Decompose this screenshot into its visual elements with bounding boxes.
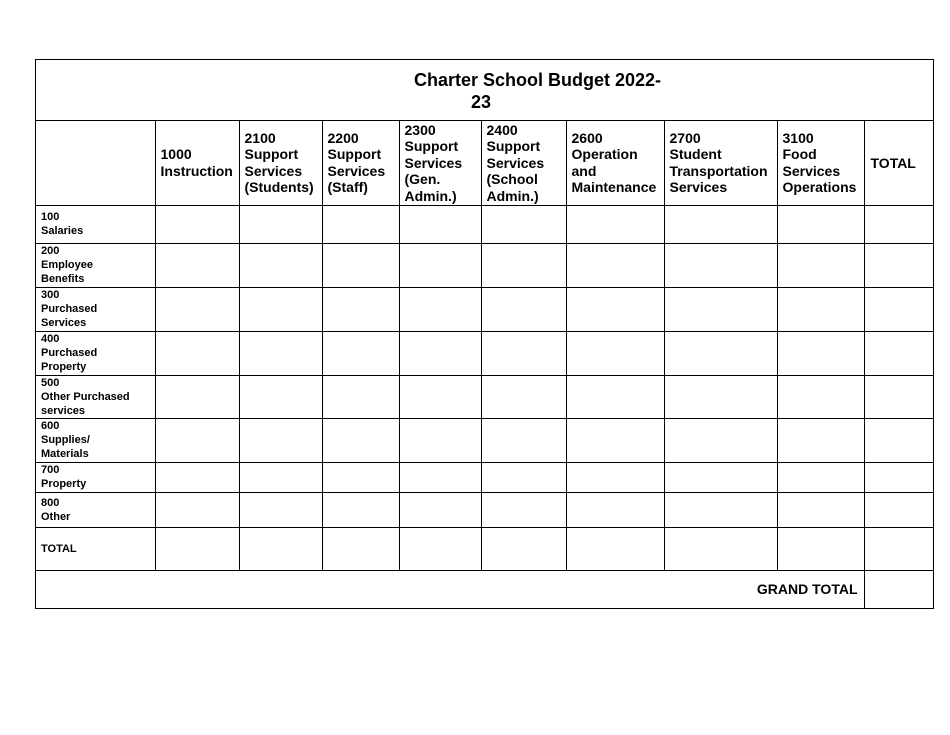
grand-total-row bbox=[36, 570, 933, 608]
budget-cell[interactable] bbox=[566, 287, 664, 331]
budget-cell[interactable] bbox=[239, 418, 322, 462]
row-header-100: 100 Salaries bbox=[36, 205, 155, 243]
page-title bbox=[414, 69, 714, 113]
budget-cell[interactable] bbox=[322, 375, 399, 418]
row-header-500: 500 Other Purchased services bbox=[36, 375, 155, 418]
title-line-2: 23 bbox=[471, 92, 492, 112]
budget-cell[interactable] bbox=[777, 243, 864, 287]
budget-cell[interactable] bbox=[864, 492, 933, 527]
budget-cell[interactable] bbox=[566, 375, 664, 418]
budget-cell[interactable] bbox=[777, 331, 864, 375]
budget-cell[interactable] bbox=[155, 375, 239, 418]
budget-cell[interactable] bbox=[664, 331, 777, 375]
table-row bbox=[36, 287, 933, 331]
budget-cell[interactable] bbox=[481, 287, 566, 331]
budget-cell[interactable] bbox=[664, 287, 777, 331]
budget-cell[interactable] bbox=[777, 462, 864, 492]
budget-cell[interactable] bbox=[155, 205, 239, 243]
budget-cell[interactable] bbox=[322, 243, 399, 287]
budget-cell[interactable] bbox=[239, 243, 322, 287]
budget-cell[interactable] bbox=[399, 462, 481, 492]
col-header-3100: 3100 Food Services Operations bbox=[777, 121, 864, 205]
budget-cell[interactable] bbox=[239, 492, 322, 527]
budget-sheet bbox=[35, 59, 934, 609]
title-row bbox=[36, 60, 933, 121]
budget-cell[interactable] bbox=[566, 492, 664, 527]
corner-cell bbox=[36, 121, 155, 205]
budget-cell[interactable] bbox=[566, 418, 664, 462]
table-row bbox=[36, 462, 933, 492]
budget-cell[interactable] bbox=[777, 418, 864, 462]
col-header-2200: 2200 Support Services (Staff) bbox=[322, 121, 399, 205]
budget-cell[interactable] bbox=[322, 418, 399, 462]
budget-cell[interactable] bbox=[481, 375, 566, 418]
budget-cell[interactable] bbox=[239, 462, 322, 492]
row-header-total: TOTAL bbox=[36, 527, 155, 570]
row-header-700: 700 Property bbox=[36, 462, 155, 492]
budget-cell[interactable] bbox=[566, 331, 664, 375]
budget-cell[interactable] bbox=[399, 243, 481, 287]
row-header-400: 400 Purchased Property bbox=[36, 331, 155, 375]
budget-cell[interactable] bbox=[777, 287, 864, 331]
grand-total-label: GRAND TOTAL bbox=[36, 570, 864, 608]
budget-cell[interactable] bbox=[155, 418, 239, 462]
row-header-200: 200 Employee Benefits bbox=[36, 243, 155, 287]
budget-cell[interactable] bbox=[481, 331, 566, 375]
budget-cell[interactable] bbox=[864, 287, 933, 331]
budget-table bbox=[36, 121, 933, 609]
budget-cell[interactable] bbox=[664, 243, 777, 287]
table-row bbox=[36, 375, 933, 418]
budget-cell[interactable] bbox=[864, 418, 933, 462]
row-header-800: 800 Other bbox=[36, 492, 155, 527]
budget-cell[interactable] bbox=[399, 527, 481, 570]
budget-cell[interactable] bbox=[566, 462, 664, 492]
budget-cell[interactable] bbox=[399, 331, 481, 375]
row-header-600: 600 Supplies/ Materials bbox=[36, 418, 155, 462]
budget-cell[interactable] bbox=[399, 418, 481, 462]
budget-cell[interactable] bbox=[777, 205, 864, 243]
budget-cell[interactable] bbox=[155, 243, 239, 287]
budget-cell[interactable] bbox=[239, 287, 322, 331]
budget-cell[interactable] bbox=[399, 205, 481, 243]
budget-cell[interactable] bbox=[777, 375, 864, 418]
budget-cell[interactable] bbox=[864, 527, 933, 570]
budget-cell[interactable] bbox=[777, 492, 864, 527]
budget-cell[interactable] bbox=[322, 462, 399, 492]
budget-cell[interactable] bbox=[322, 492, 399, 527]
budget-cell[interactable] bbox=[664, 492, 777, 527]
budget-cell[interactable] bbox=[864, 243, 933, 287]
budget-cell[interactable] bbox=[481, 462, 566, 492]
table-row bbox=[36, 492, 933, 527]
budget-cell[interactable] bbox=[664, 205, 777, 243]
budget-cell[interactable] bbox=[864, 331, 933, 375]
budget-cell[interactable] bbox=[155, 287, 239, 331]
budget-cell[interactable] bbox=[239, 527, 322, 570]
grand-total-cell[interactable] bbox=[864, 570, 933, 608]
col-header-2300: 2300 Support Services (Gen. Admin.) bbox=[399, 121, 481, 205]
col-header-2600: 2600 Operation and Maintenance bbox=[566, 121, 664, 205]
budget-cell[interactable] bbox=[481, 527, 566, 570]
col-header-total: TOTAL bbox=[864, 121, 933, 205]
budget-cell[interactable] bbox=[155, 527, 239, 570]
budget-cell[interactable] bbox=[664, 418, 777, 462]
budget-cell[interactable] bbox=[864, 205, 933, 243]
budget-cell[interactable] bbox=[155, 462, 239, 492]
table-row bbox=[36, 331, 933, 375]
budget-cell[interactable] bbox=[664, 462, 777, 492]
total-row bbox=[36, 527, 933, 570]
col-header-2400: 2400 Support Services (School Admin.) bbox=[481, 121, 566, 205]
budget-cell[interactable] bbox=[322, 331, 399, 375]
col-header-1000: 1000 Instruction bbox=[155, 121, 239, 205]
budget-cell[interactable] bbox=[864, 375, 933, 418]
budget-cell[interactable] bbox=[399, 375, 481, 418]
budget-cell[interactable] bbox=[481, 243, 566, 287]
budget-cell[interactable] bbox=[777, 527, 864, 570]
budget-cell[interactable] bbox=[239, 331, 322, 375]
budget-cell[interactable] bbox=[481, 492, 566, 527]
budget-cell[interactable] bbox=[664, 375, 777, 418]
title-line-1: Charter School Budget 2022- bbox=[414, 70, 662, 90]
table-row bbox=[36, 418, 933, 462]
budget-cell[interactable] bbox=[322, 527, 399, 570]
budget-cell[interactable] bbox=[399, 287, 481, 331]
table-row bbox=[36, 205, 933, 243]
budget-cell[interactable] bbox=[322, 287, 399, 331]
row-header-300: 300 Purchased Services bbox=[36, 287, 155, 331]
col-header-2700: 2700 Student Transportation Services bbox=[664, 121, 777, 205]
budget-cell[interactable] bbox=[664, 527, 777, 570]
budget-cell[interactable] bbox=[239, 205, 322, 243]
table-row bbox=[36, 243, 933, 287]
budget-cell[interactable] bbox=[155, 492, 239, 527]
budget-cell[interactable] bbox=[566, 205, 664, 243]
budget-cell[interactable] bbox=[566, 527, 664, 570]
budget-cell[interactable] bbox=[399, 492, 481, 527]
budget-cell[interactable] bbox=[566, 243, 664, 287]
col-header-2100: 2100 Support Services (Students) bbox=[239, 121, 322, 205]
budget-cell[interactable] bbox=[481, 205, 566, 243]
budget-cell[interactable] bbox=[239, 375, 322, 418]
budget-cell[interactable] bbox=[864, 462, 933, 492]
budget-cell[interactable] bbox=[155, 331, 239, 375]
column-header-row bbox=[36, 121, 933, 205]
budget-cell[interactable] bbox=[481, 418, 566, 462]
budget-cell[interactable] bbox=[322, 205, 399, 243]
